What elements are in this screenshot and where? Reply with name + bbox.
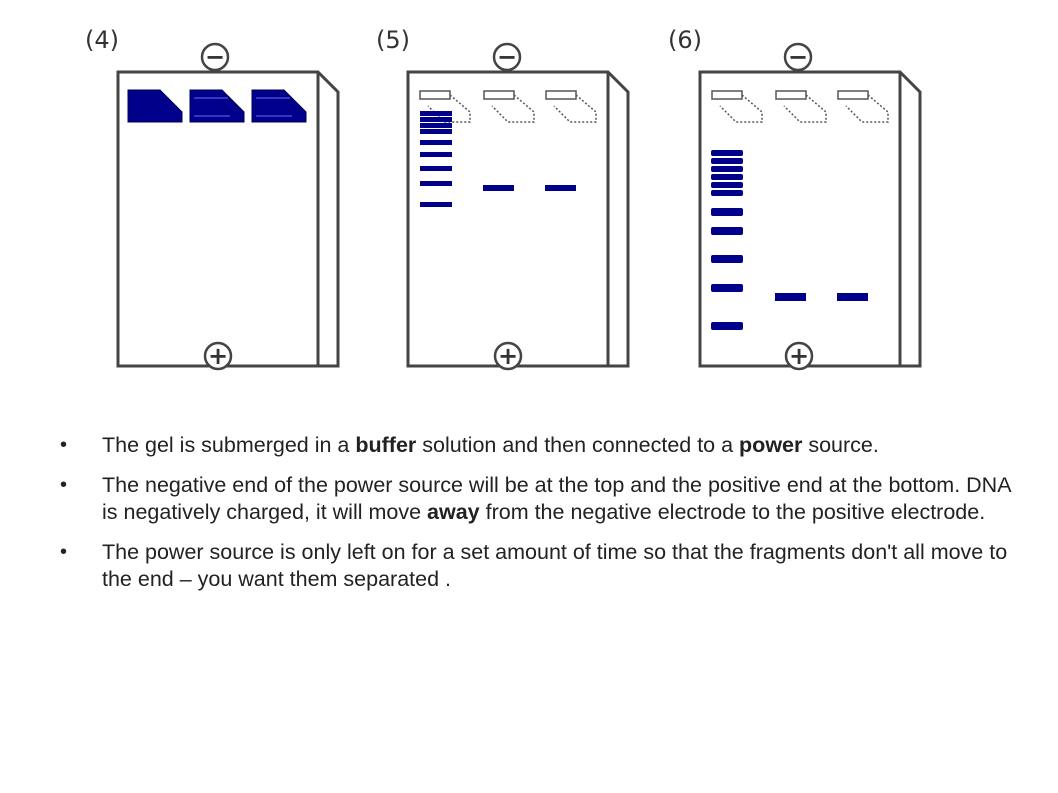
body-text: The gel is submerged in a [102,433,356,457]
svg-text:−: − [496,43,518,71]
gel-panel-6 [668,26,920,370]
svg-text:−: − [204,43,226,71]
dna-band-icon [837,293,868,301]
dna-band-icon [545,185,576,191]
bullet-icon: • [60,434,68,456]
body-text: from the negative electrode to the positive electrode. [479,500,986,524]
body-text: The negative end of the power source will be at the top and the positive end at the bottom. DNA is negatively charged, it will move [102,473,1011,524]
bullet-item-3 [60,539,1020,593]
emphasis-text: away [427,500,480,524]
svg-text:+: + [788,342,810,370]
negative-electrode-icon [785,43,811,71]
gel-panel-5 [376,26,628,370]
bullet-item-2 [60,472,1020,526]
svg-text:−: − [787,43,809,71]
gel-tray [700,72,920,366]
body-text: The power source is only left on for a set amount of time so that the fragments don't all move to the end – you want them separated . [102,540,1008,591]
bullet-list [60,432,1020,606]
gel-tray [408,72,628,366]
bullet-icon: • [60,541,68,563]
positive-electrode-icon [205,342,231,370]
bullet-text [102,540,1007,591]
bullet-item-1 [60,432,1020,459]
body-text: solution and then connected to a [416,433,740,457]
dna-band-icon [483,185,514,191]
step-label-4: (4) [85,26,119,54]
negative-electrode-icon [202,43,228,72]
bullet-icon: • [60,474,68,496]
body-text: source. [802,433,879,457]
svg-text:+: + [497,342,519,370]
negative-electrode-icon [494,43,520,71]
step-label-5: (5) [376,26,410,54]
positive-electrode-icon [786,342,812,370]
dna-band-icon [775,293,806,301]
emphasis-text: buffer [355,433,417,457]
gel-panel-4 [85,26,338,370]
bullet-text [102,433,879,457]
bullet-text [102,473,1010,524]
positive-electrode-icon [495,342,521,370]
svg-text:+: + [207,342,229,370]
step-label-6: (6) [668,26,702,54]
emphasis-text: power [739,433,803,457]
